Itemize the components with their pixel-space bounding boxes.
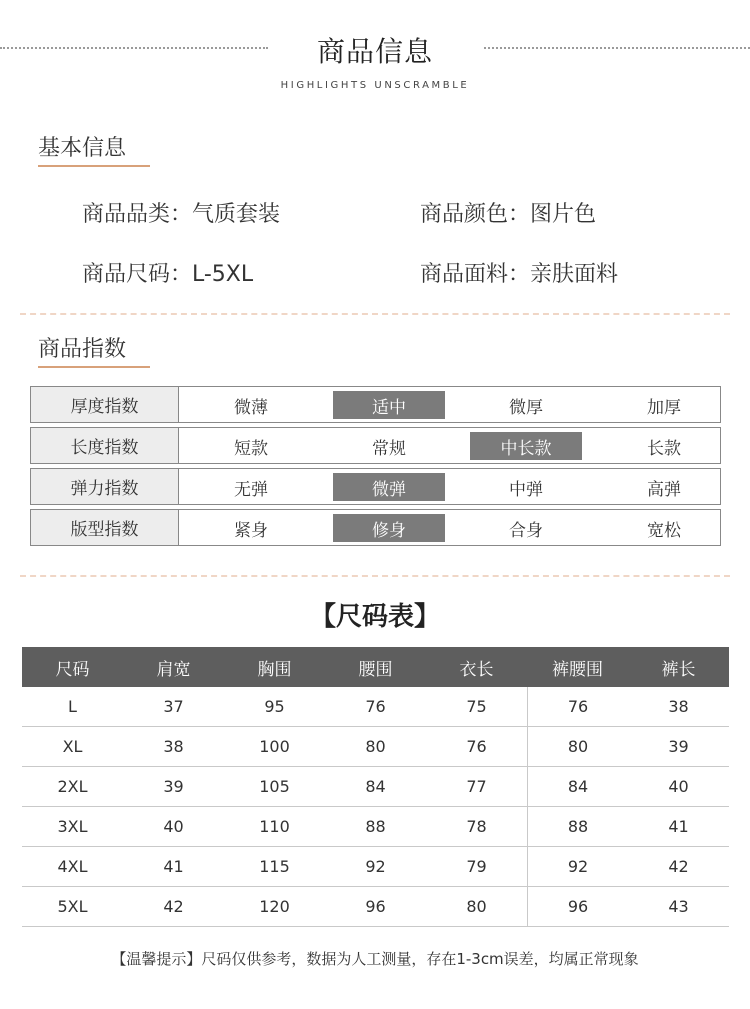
table-row <box>22 727 729 767</box>
table-row <box>22 807 729 847</box>
table-cell: 92 <box>527 847 628 886</box>
size-tip: 【温馨提示】尺码仅供参考，数据为人工测量，存在1-3cm误差，均属正常现象 <box>111 950 639 968</box>
product-index-underline <box>38 366 150 368</box>
info-size: 商品尺码：L-5XL <box>82 262 254 287</box>
index-row-label: 长度指数 <box>31 428 179 463</box>
table-cell: 2XL <box>57 777 88 796</box>
table-cell: 76 <box>466 737 487 756</box>
index-option: 中弹 <box>509 479 543 500</box>
index-row <box>30 509 721 546</box>
size-table-title: 【尺码表】 <box>309 602 440 632</box>
size-table <box>22 647 729 927</box>
size-table-header-cell: 衣长 <box>459 659 494 680</box>
index-option-selected: 中长款 <box>470 432 582 460</box>
table-cell: 100 <box>259 737 290 756</box>
table-row <box>22 887 729 927</box>
size-table-header-cell: 肩宽 <box>156 659 191 680</box>
table-cell: 120 <box>259 897 290 916</box>
page-title: 商品信息 <box>316 35 433 68</box>
index-option: 宽松 <box>647 520 681 541</box>
basic-info-underline <box>38 165 150 167</box>
index-row <box>30 468 721 505</box>
index-option: 微厚 <box>509 397 543 418</box>
index-option: 常规 <box>372 438 406 459</box>
index-option-selected: 微弹 <box>333 473 445 501</box>
section-divider <box>20 575 730 577</box>
table-cell: 84 <box>527 767 628 806</box>
table-cell: L <box>68 697 77 716</box>
index-option: 微薄 <box>234 397 268 418</box>
table-cell: 115 <box>259 857 290 876</box>
table-cell: 77 <box>466 777 487 796</box>
index-row-label: 弹力指数 <box>31 469 179 504</box>
table-cell: 105 <box>259 777 290 796</box>
index-option: 高弹 <box>647 479 681 500</box>
table-cell: 78 <box>466 817 487 836</box>
table-cell: XL <box>62 737 83 756</box>
size-table-body <box>22 687 729 927</box>
table-cell: 96 <box>365 897 386 916</box>
index-row-label: 厚度指数 <box>31 387 179 422</box>
page-subtitle: HIGHLIGHTS UNSCRAMBLE <box>280 80 470 91</box>
table-cell: 38 <box>163 737 184 756</box>
table-cell: 42 <box>163 897 184 916</box>
table-cell: 80 <box>466 897 487 916</box>
table-cell: 38 <box>668 697 689 716</box>
table-cell: 76 <box>365 697 386 716</box>
section-divider <box>20 313 730 315</box>
index-option-selected: 修身 <box>333 514 445 542</box>
table-cell: 5XL <box>57 897 88 916</box>
table-cell: 88 <box>527 807 628 846</box>
table-row <box>22 847 729 887</box>
index-option: 加厚 <box>647 397 681 418</box>
table-cell: 96 <box>527 887 628 926</box>
table-cell: 43 <box>668 897 689 916</box>
table-row <box>22 687 729 727</box>
size-table-header-cell: 尺码 <box>55 659 90 680</box>
table-cell: 37 <box>163 697 184 716</box>
product-index-title: 商品指数 <box>38 337 127 362</box>
table-cell: 4XL <box>57 857 88 876</box>
index-option: 短款 <box>234 438 268 459</box>
table-cell: 76 <box>527 687 628 726</box>
index-option: 无弹 <box>234 479 268 500</box>
info-category: 商品品类：气质套装 <box>82 202 281 227</box>
info-fabric: 商品面料：亲肤面料 <box>420 262 619 287</box>
index-row-label: 版型指数 <box>31 510 179 545</box>
table-cell: 75 <box>466 697 487 716</box>
table-row <box>22 767 729 807</box>
index-row <box>30 386 721 423</box>
table-cell: 40 <box>163 817 184 836</box>
table-cell: 40 <box>668 777 689 796</box>
size-table-header <box>22 647 729 687</box>
table-cell: 39 <box>163 777 184 796</box>
table-cell: 80 <box>527 727 628 766</box>
size-table-header-cell: 腰围 <box>358 659 393 680</box>
table-cell: 110 <box>259 817 290 836</box>
info-color: 商品颜色：图片色 <box>420 202 597 227</box>
index-option: 紧身 <box>234 520 268 541</box>
table-cell: 95 <box>264 697 285 716</box>
table-cell: 39 <box>668 737 689 756</box>
table-cell: 41 <box>668 817 689 836</box>
table-cell: 80 <box>365 737 386 756</box>
index-option: 长款 <box>647 438 681 459</box>
index-option: 合身 <box>509 520 543 541</box>
table-cell: 84 <box>365 777 386 796</box>
table-cell: 41 <box>163 857 184 876</box>
table-cell: 79 <box>466 857 487 876</box>
basic-info-title: 基本信息 <box>38 136 127 161</box>
size-table-header-cell: 裤腰围 <box>552 659 603 680</box>
size-table-header-cell: 胸围 <box>257 659 292 680</box>
table-cell: 92 <box>365 857 386 876</box>
table-cell: 88 <box>365 817 386 836</box>
index-option-selected: 适中 <box>333 391 445 419</box>
table-cell: 3XL <box>57 817 88 836</box>
table-cell: 42 <box>668 857 689 876</box>
size-table-header-cell: 裤长 <box>661 659 696 680</box>
index-row <box>30 427 721 464</box>
